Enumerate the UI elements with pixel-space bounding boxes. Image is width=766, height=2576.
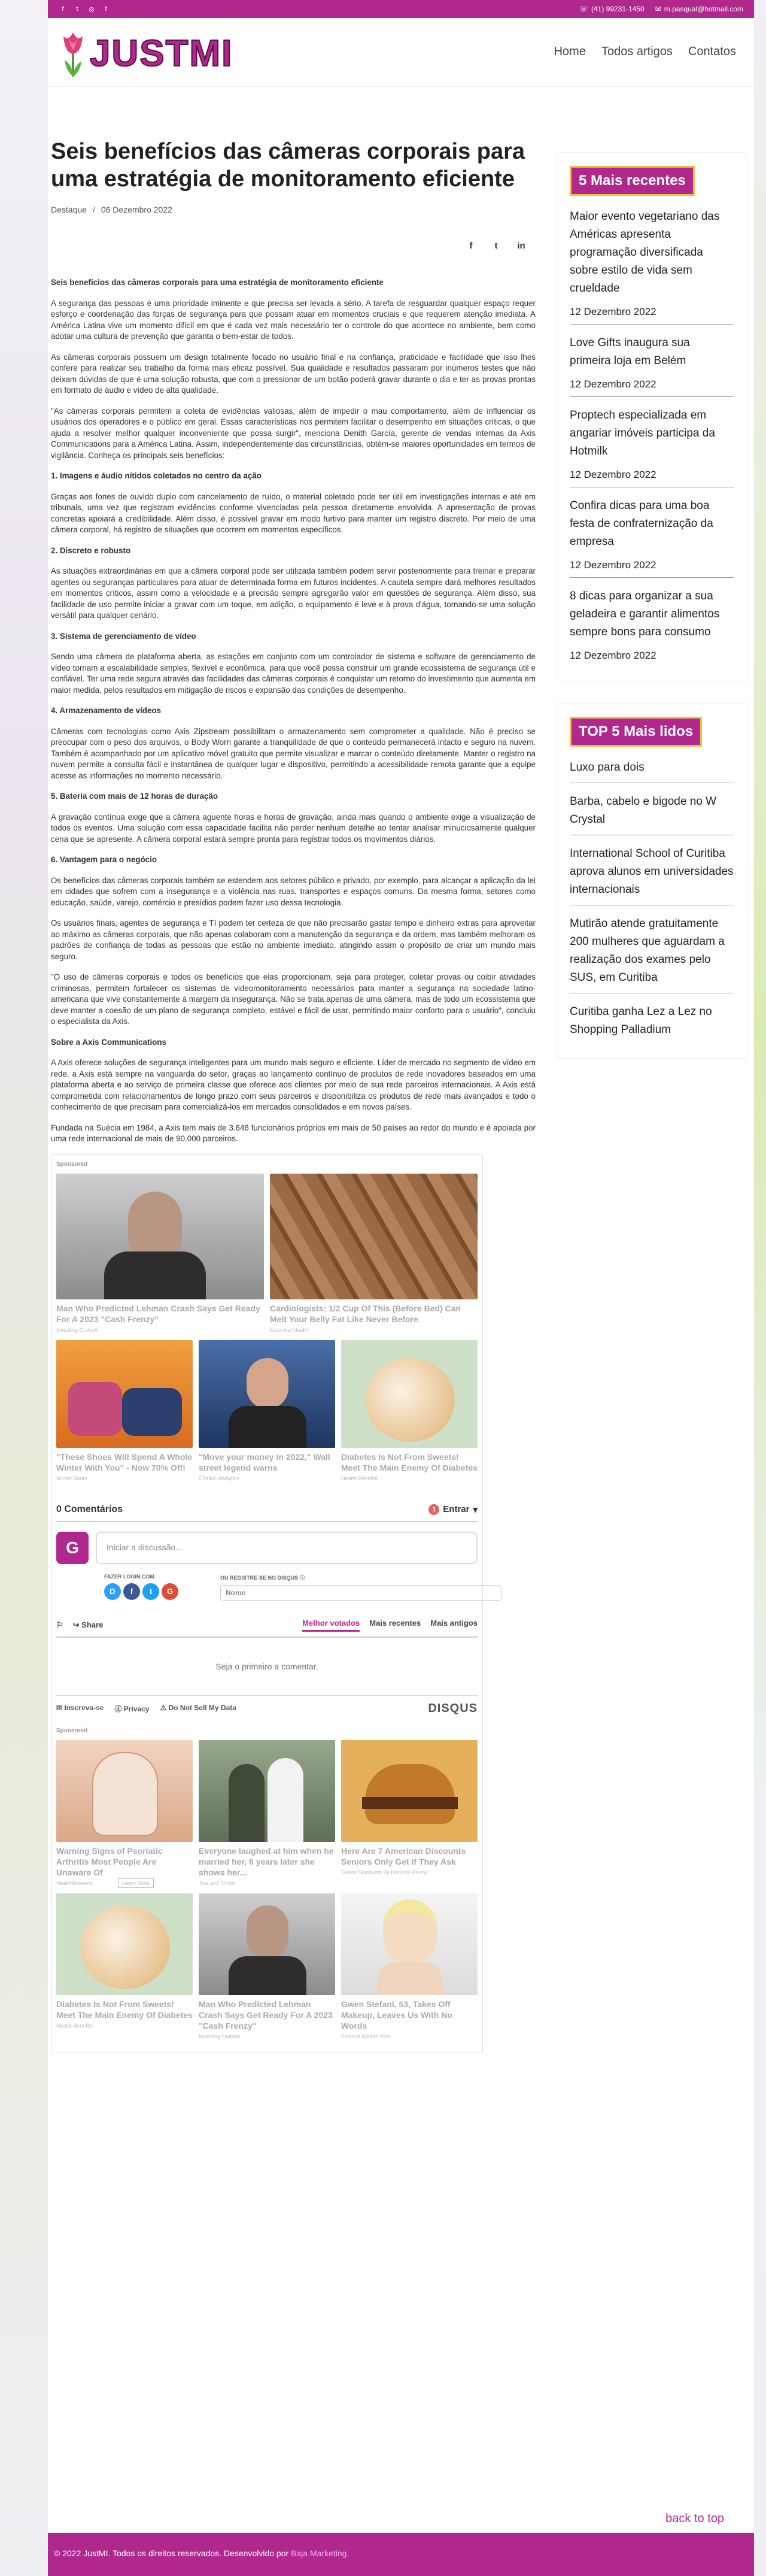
recent-post-title[interactable]: 8 dicas para organizar a sua geladeira e garantir alimentos sempre bons para consumo: [570, 590, 720, 638]
do-not-sell-link[interactable]: ⚠ Do Not Sell My Data: [160, 1703, 236, 1712]
tulip-icon: [63, 32, 83, 77]
article-date: 06 Dezembro 2022: [101, 205, 172, 214]
ad-image-meringue: [56, 1893, 193, 1995]
paragraph: "O uso de câmeras corporais e todos os benefícios que elas proporcionam, seja para proteger, coletar provas ou coibir atividades criminosas, permitem fortalecer os sistemas de videomonitoramento necessários para manter a segurança na sociedade latino-americana que vive constantemente à margem da insegurança. Não se trata apenas de uma câmera, mas de todo um ecossistema que deve manter a coesão de um plano de segurança completo, estável e fácil de usar, permitindo maior conforto para o usuário", concluiu o especialista da Axis.: [51, 972, 536, 1026]
site-header: [48, 18, 754, 87]
ad-image-burger: [341, 1740, 478, 1842]
ad-source: Investing Outlook: [199, 2033, 241, 2039]
ad-title: Man Who Predicted Lehman Crash Says Get Ready For A 2023 "Cash Frenzy": [199, 1999, 333, 2031]
section-heading: 4. Armazenamento de vídeos: [51, 706, 162, 715]
twitter-login-icon[interactable]: t: [142, 1583, 159, 1600]
disqus-comments: [56, 1495, 478, 1722]
login-options: [104, 1574, 478, 1601]
chevron-down-icon: ▾: [473, 1504, 478, 1515]
ad-card[interactable]: [199, 1740, 335, 1886]
google-login-icon[interactable]: G: [162, 1583, 178, 1600]
avatar: G: [56, 1532, 89, 1564]
ad-source: Investing Outlook: [56, 1326, 98, 1333]
ad-image-wall-street-man: [199, 1340, 335, 1448]
subscribe-label: Inscreva-se: [64, 1703, 104, 1712]
facebook-login-icon[interactable]: f: [123, 1583, 140, 1600]
paragraph: Os usuários finais, agentes de segurança e TI podem ter certeza de que não precisarão gastar tempo e dinheiro extras para aproveitar ao máximo as câmeras corporais, que não apenas colaboram com a manutenção da segurança e da ordem, mas também melhoram os padrões de confiança de todas as pessoas que estão no ambiente imediato, atingindo assim o propósito de criar um mundo mais seguro.: [51, 919, 536, 961]
do-not-sell-label: Do Not Sell My Data: [168, 1703, 236, 1712]
recent-post-title[interactable]: Maior evento vegetariano das Américas apresenta programação diversificada sobre estilo de vida sem crueldade: [570, 210, 720, 295]
recent-post-item[interactable]: [570, 497, 734, 578]
email-link[interactable]: [655, 5, 743, 13]
sort-best-tab[interactable]: Melhor votados: [302, 1619, 360, 1632]
top-bar: [48, 0, 754, 18]
login-label: Entrar: [443, 1504, 470, 1514]
article-body: [51, 277, 536, 1145]
ad-image-fingernail: [56, 1740, 193, 1842]
article-title: Seis benefícios das câmeras corporais para uma estratégia de monitoramento eficiente: [51, 139, 525, 192]
share-button[interactable]: ↪ Share: [72, 1620, 104, 1629]
top-read-item[interactable]: Mutirão atende gratuitamente 200 mulheres que aguardam a realização dos exames pelo SUS, em Curitiba: [570, 915, 734, 993]
section-heading: 3. Sistema de gerenciamento de vídeo: [51, 631, 196, 641]
ad-image-man-portrait: [199, 1893, 335, 1995]
svg-text:JUSTMI: JUSTMI: [90, 33, 233, 74]
login-dropdown[interactable]: [428, 1504, 478, 1515]
recent-post-date: 12 Dezembro 2022: [570, 306, 656, 317]
recent-post-item[interactable]: [570, 407, 734, 487]
ad-title: Gwen Stefani, 53, Takes Off Makeup, Leaves Us With No Words: [341, 1999, 452, 2031]
comment-input[interactable]: Iniciar a discussão...: [96, 1532, 478, 1564]
article-category[interactable]: Destaque: [51, 205, 87, 214]
ad-card[interactable]: [56, 1893, 193, 2039]
register-text: OU REGISTRE-SE NO DISQUS: [220, 1574, 299, 1581]
ad-title: Warning Signs of Psoriatic Arthritis Most People Are Unaware Of: [56, 1845, 163, 1877]
phone-link[interactable]: [579, 5, 645, 13]
recent-post-date: 12 Dezembro 2022: [570, 559, 656, 571]
ad-title: "Move your money in 2022," Wall street legend warns: [199, 1451, 330, 1472]
ad-source-text: HealthAnswers: [56, 1880, 93, 1886]
nav-all-articles[interactable]: Todos artigos: [601, 45, 673, 58]
paragraph: As câmeras corporais possuem um design totalmente focado no usuário final e na confiança, praticidade e facilidade que isso lhes confere para realizar seu trabalho da forma mais eficaz possível. Sua qualidade e resultados passaram por inúmeros testes que não deixam dúvidas de que é uma solução robusta, que com o pressionar de um botão poderá gravar durante o dia e ter as provas prontas em formato de áudio e vídeo de alta qualidade.: [51, 352, 536, 395]
nav-home[interactable]: Home: [554, 45, 586, 58]
top-read-item[interactable]: Curitiba ganha Lez a Lez no Shopping Palladium: [570, 1005, 712, 1036]
top-read-title: TOP 5 Mais lidos: [570, 717, 702, 747]
site-footer: [48, 2533, 754, 2576]
paragraph: Sendo uma câmera de plataforma aberta, as estações em conjunto com um controlador de sistema e software de gerenciamento de vídeo tornam a escalabilidade simples, flexível e econômica, para que você possa construir um grande ecossistema de segurança útil e confiável. Ter uma rede segura através das facilidades das câmeras corporais é conquistar um retorno do investimento que aumenta em maior medida, pelos resultados em mitigação de riscos e expansão das condições de desempenho.: [51, 652, 536, 695]
recent-post-title[interactable]: Proptech especializada em angariar imóveis participa da Hotmilk: [570, 409, 715, 457]
ad-source: Health Benefits: [56, 2022, 93, 2029]
empty-comments-message: Seja o primeiro a comentar.: [215, 1661, 318, 1671]
comment-count: 0 Comentários: [56, 1504, 123, 1514]
ad-title: "These Shoes Will Spend A Whole Winter With You" - Now 70% Off!: [56, 1451, 193, 1472]
ad-image-man-portrait: [56, 1174, 264, 1299]
recent-post-date: 12 Dezembro 2022: [570, 378, 656, 390]
section-heading: 6. Vantagem para o negócio: [51, 855, 157, 864]
recent-post-date: 12 Dezembro 2022: [570, 650, 656, 661]
notification-icon: 1: [428, 1504, 439, 1515]
main-nav: [554, 45, 736, 59]
privacy-link[interactable]: ⓓ Privacy: [114, 1704, 150, 1713]
developer-link[interactable]: Baja Marketing.: [291, 2548, 349, 2558]
twitter-share-icon[interactable]: t: [494, 241, 498, 251]
twitter-icon[interactable]: t: [76, 5, 78, 13]
share-buttons: [51, 241, 536, 251]
site-logo[interactable]: [55, 24, 235, 81]
sponsored-label: Sponsored: [56, 1160, 88, 1168]
ad-title: Everyone laughed at him when he married her, 6 years later she shows her...: [199, 1845, 334, 1877]
paragraph: A Axis oferece soluções de segurança inteligentes para um mundo mais seguro e eficiente. Líder de mercado no segmento de vídeo em rede, a Axis está sempre na vanguarda do setor, graças ao lançamento contínuo de produtos de rede inovadores baseados em uma plataforma aberta e ao serviço de primeira classe que oferece aos clientes por meio de sua rede parceiros internacionais. A Axis está comprometida com relacionamentos de longo prazo com seus parceiros e disponibiliza os produtos de rede mais avançados e todo o conhecimento de que precisam para comercializá-los em mercados consolidados e em novos países.: [51, 1058, 536, 1111]
login-with-label: FAZER LOGIN COM: [104, 1573, 154, 1580]
ads-and-comments: [51, 1154, 483, 2053]
top-read-item[interactable]: International School of Curitiba aprova alunos em universidades internacionais: [570, 845, 734, 905]
ad-card[interactable]: [199, 1893, 335, 2039]
linkedin-share-icon[interactable]: in: [517, 241, 525, 251]
envelope-icon: ✉: [655, 5, 661, 13]
ad-card[interactable]: [199, 1340, 335, 1481]
paragraph: A gravação contínua exige que a câmera aguente horas e horas de gravação, ainda mais quando o ambiente exige a visualização de todos os eventos. Uma solução com essa capacidade facilita não perder nenhum detalhe ao tentar analisar minuciosamente qualquer cena que se apresente. A câmera corporal estará sempre pronta para registrar todos os movimentos diários.: [51, 812, 536, 844]
article: [51, 138, 536, 2053]
recent-post-item[interactable]: [570, 334, 734, 397]
register-label: [220, 1574, 501, 1581]
phone-icon: ☏: [579, 5, 588, 13]
main-content: [48, 87, 754, 2533]
facebook-icon[interactable]: f: [62, 5, 64, 13]
ad-source: Chaikin Analytics: [199, 1475, 240, 1481]
help-icon[interactable]: ⓘ: [299, 1574, 305, 1581]
recent-posts-widget: [557, 153, 747, 681]
paragraph: Os benefícios das câmeras corporais também se estendem aos setores público e privado, por exemplo, para alcançar a aplicação da lei em cidades que sofrem com a insegurança e a violência nas ruas, transportes e espaços comuns. Da mesma forma, setores como educação, saúde, varejo, comércio e presídios podem fazer uso dessa tecnologia.: [51, 875, 536, 907]
section-heading: 1. Imagens e áudio nítidos coletados no centro da ação: [51, 471, 262, 480]
sponsored-ads-bottom: [51, 1722, 482, 2053]
social-links: [59, 5, 110, 13]
sidebar: [557, 153, 747, 1081]
ad-title: Diabetes Is Not From Sweets! Meet The Main Enemy Of Diabetes: [341, 1451, 478, 1472]
ad-image-couple: [199, 1740, 335, 1842]
instagram-icon[interactable]: ◎: [89, 5, 95, 13]
learn-more-button[interactable]: Learn More: [118, 1878, 154, 1888]
background-decoration-left: [0, 0, 48, 2576]
recent-post-item[interactable]: [570, 587, 734, 668]
recent-post-item[interactable]: [570, 208, 734, 325]
ad-title: Cardiologists: 1/2 Cup Of This (Before Bed) Can Melt Your Belly Fat Like Never Before: [270, 1303, 461, 1324]
ad-source: Senior Discounts By National Penny: [341, 1869, 428, 1875]
back-to-top-link[interactable]: back to top: [665, 2512, 724, 2525]
comment-composer: [56, 1532, 478, 1564]
ad-card[interactable]: [56, 1740, 193, 1886]
sort-new-tab[interactable]: Mais recentes: [369, 1618, 421, 1628]
recent-post-date: 12 Dezembro 2022: [570, 469, 656, 480]
disqus-logo[interactable]: DISQUS: [428, 1701, 478, 1715]
section-heading: 2. Discreto e robusto: [51, 545, 131, 555]
recent-posts-title: 5 Mais recentes: [570, 166, 695, 196]
disqus-footer: [56, 1695, 478, 1722]
ad-card[interactable]: [341, 1340, 478, 1481]
article-meta: [51, 205, 536, 214]
comment-toolbar: [56, 1619, 478, 1638]
phone-number: (41) 99231-1450: [591, 5, 645, 13]
ad-image-tamarind: [270, 1174, 478, 1299]
paragraph: "As câmeras corporais permitem a coleta de evidências valiosas, além de impedir o mau comportamento, além de influenciar os usuários dos operadores e o público em geral. Essas características nos permitem facilitar o desempenho em situações críticas, o que ajuda a resolver melhor qualquer inconveniente que possa surgir", menciona Denith García, gerente de vendas internas da Axis Communications para a América Latina. Assim, independentemente das circunstâncias, obtém-se maiores oportunidades em termos de vigilância. Conheça os principais seis benefícios:: [51, 406, 536, 460]
facebook-icon-2[interactable]: f: [105, 5, 107, 13]
name-field[interactable]: Nome: [220, 1585, 501, 1601]
paragraph: A segurança das pessoas é uma prioridade iminente e que precisa ser levada a sério. A tarefa de resguardar qualquer espaço requer esforço e coordenação das forças de segurança para que possam atuar em momentos cruciais e que requerem atenção imediata. A América Latina vive um momento difícil em que é cada vez mais necessário ter o controle do que acontece no ambiente, bem como adotar uma cultura de prevenção que garanta o bem-estar de todos.: [51, 298, 536, 341]
comments-header: [56, 1504, 478, 1522]
subscribe-link[interactable]: ✉ Inscreva-se: [56, 1703, 104, 1712]
paragraph: Graças aos fones de ouvido duplo com cancelamento de ruído, o material coletado pode ser útil em investigações internas e até em tribunais, uma vez que registram evidências conforme vivenciadas pela pessoa diretamente envolvida. A apresentação de provas concretas apoiará a credibilidade. Além disso, é possível gravar em modo furtivo para manter um registro discreto. Por meio de uma câmera corporal, há registro de situações que ocorrem em momentos específicos.: [51, 492, 536, 534]
ad-image-boots: [56, 1340, 193, 1448]
ad-card[interactable]: [56, 1174, 264, 1333]
facebook-share-icon[interactable]: f: [469, 241, 473, 251]
footer-copyright: © 2022 JustMI. Todos os direitos reservados. Desenvolvido por: [54, 2548, 289, 2558]
email-address: m.pasqual@hotmail.com: [664, 5, 743, 13]
share-label: Share: [81, 1620, 104, 1629]
ad-source: Finance Wealth Post: [341, 2033, 391, 2039]
ad-title: Here Are 7 American Discounts Seniors Only Get If They Ask: [341, 1845, 466, 1866]
ad-card[interactable]: [341, 1740, 478, 1886]
ad-source: Essential Health: [270, 1326, 309, 1333]
top-read-item[interactable]: Barba, cabelo e bigode no W Crystal: [570, 793, 734, 835]
recent-post-title[interactable]: Confira dicas para uma boa festa de confraternização da empresa: [570, 499, 713, 548]
ad-image-meringue: [341, 1340, 478, 1448]
ad-title: Man Who Predicted Lehman Crash Says Get Ready For A 2023 "Cash Frenzy": [56, 1303, 260, 1324]
ad-card[interactable]: [270, 1174, 478, 1333]
paragraph: As situações extraordinárias em que a câmera corporal pode ser utilizada também podem servir posteriormente para treinar e preparar agentes ou seguranças particulares para atuar de determinada forma em futuros incidentes. A cautela sempre dará melhores resultados em momentos críticos, assim como a velocidade e a precisão sempre agregarão valor em questões de segurança. Além disso, sua facilidade de uso permite iniciar a gravar com um toque, em adição, o equipamento é leve e à prova d'água, tornando-se uma solução versátil para qualquer cenário.: [51, 566, 536, 620]
bookmark-icon[interactable]: ⚐: [56, 1620, 63, 1629]
sponsored-label: Sponsored: [56, 1727, 88, 1734]
ad-title: Diabetes Is Not From Sweets! Meet The Main Enemy Of Diabetes: [56, 1999, 193, 2020]
section-heading: Sobre a Axis Communications: [51, 1037, 166, 1047]
disqus-login-icon[interactable]: D: [104, 1583, 121, 1600]
ad-source: Health Benefits: [341, 1475, 378, 1481]
ad-image-woman-portrait: [341, 1893, 478, 1995]
top-read-item[interactable]: Luxo para dois: [570, 759, 734, 783]
top-read-widget: [557, 704, 747, 1058]
intro-heading: Seis benefícios das câmeras corporais para uma estratégia de monitoramento eficiente: [51, 278, 384, 287]
nav-contacts[interactable]: Contatos: [688, 45, 736, 58]
paragraph: Fundada na Suécia em 1984, a Axis tem mais de 3.646 funcionários próprios em mais de 50 países ao redor do mundo e é apoiada por uma rede internacional de mais de 90.000 parceiros.: [51, 1123, 536, 1143]
ad-source: Winter Boots: [56, 1475, 87, 1481]
sponsored-ads-top: [51, 1155, 482, 1495]
meta-separator: /: [92, 205, 95, 214]
paragraph: Câmeras com tecnologias como Axis Zipstream possibilitam o armazenamento sem comprometer a qualidade. Não é preciso se preocupar com o peso dos arquivos, o Body Worn garante a tranquilidade de que o conteúdo permanecerá intacto e seguro na nuvem. Também é acompanhado por um aplicativo móvel gratuito que permite visualizar e marcar o conteúdo diretamente. Manter o registro na nuvem permite a consulta fácil e instantânea de qualquer lugar e dispositivo, permitindo a acessibilidade remota garante que a equipe acesse as informações no momento necessário.: [51, 726, 536, 780]
contact-info: [579, 5, 743, 13]
section-heading: 5. Bateria com mais de 12 horas de duração: [51, 792, 218, 801]
ad-source: [56, 1880, 193, 1886]
sort-old-tab[interactable]: Mais antigos: [430, 1618, 478, 1628]
ad-card[interactable]: [341, 1893, 478, 2039]
ad-source: Tips and Tricks: [199, 1880, 235, 1886]
privacy-label: Privacy: [123, 1704, 150, 1713]
recent-post-title[interactable]: Love Gifts inaugura sua primeira loja em Belém: [570, 337, 690, 367]
ad-card[interactable]: [56, 1340, 193, 1481]
